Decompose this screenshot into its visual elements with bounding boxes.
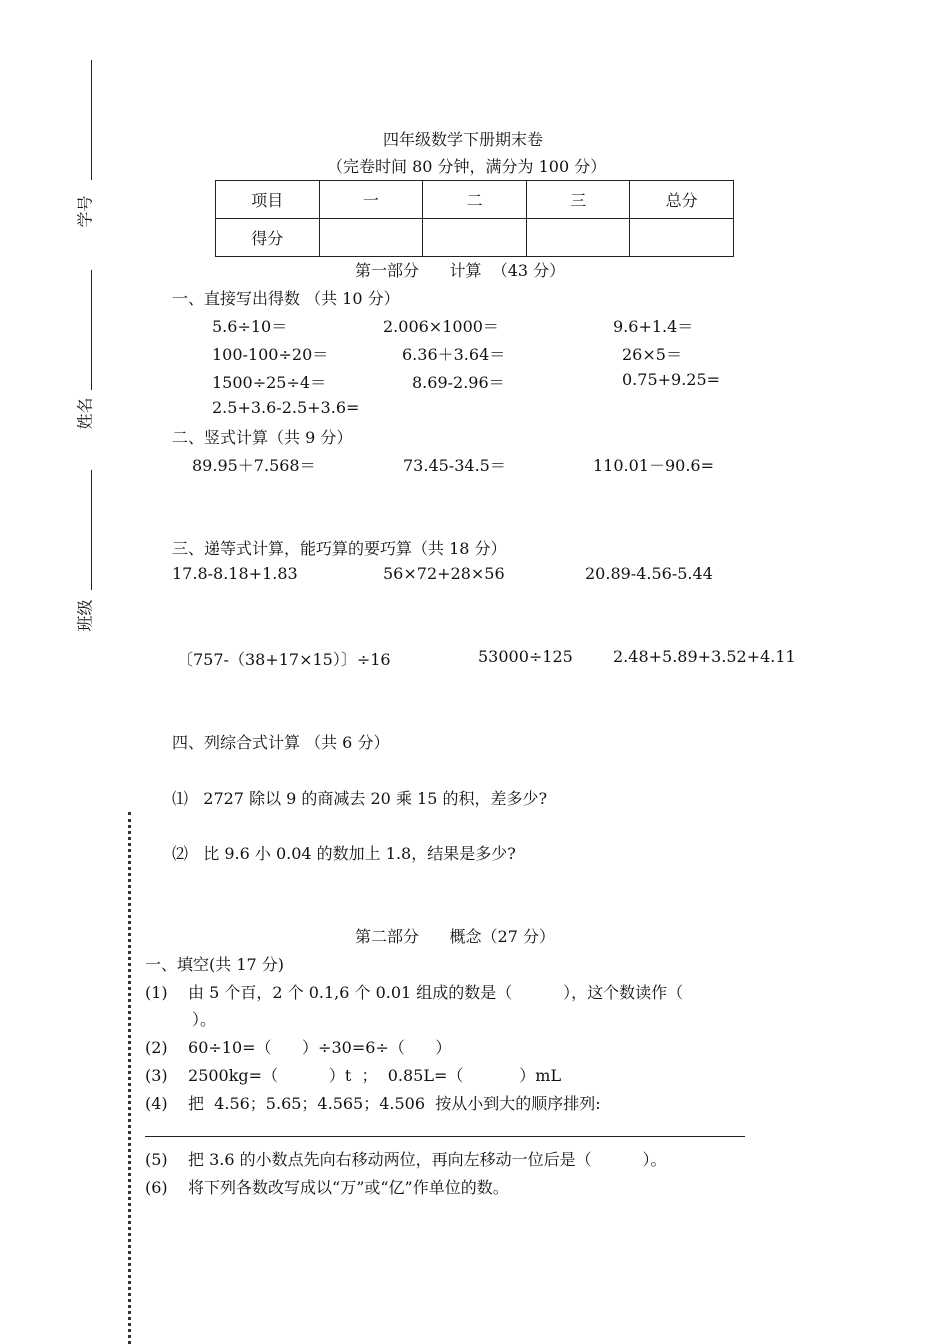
- fill-question-6: (6) 将下列各数改写成以“万”或“亿”作单位的数。: [145, 1178, 509, 1197]
- class-line: [91, 470, 92, 590]
- fill-question-5: (5) 把 3.6 的小数点先向右移动两位，再向左移动一位后是（ ）。: [145, 1150, 667, 1169]
- student-id-line: [91, 60, 92, 180]
- score-header-cell: 三: [526, 181, 630, 219]
- score-cell[interactable]: [526, 219, 630, 257]
- s1-item: 2.006×1000＝: [383, 317, 499, 336]
- class-label: 班级: [75, 599, 95, 632]
- section2-title: 二、竖式计算（共 9 分）: [172, 428, 353, 447]
- name-label: 姓名: [75, 397, 95, 430]
- fill-question-3: (3) 2500kg=（ ）t ； 0.85L=（ ）mL: [145, 1066, 562, 1085]
- s3-item: 56×72+28×56: [383, 564, 505, 583]
- part2-title: 第二部分 概念（27 分）: [355, 927, 555, 946]
- s3-item: 17.8-8.18+1.83: [172, 564, 298, 583]
- score-table: [215, 180, 734, 257]
- section4-title: 四、列综合式计算 （共 6 分）: [172, 733, 390, 752]
- score-header-cell: 一: [319, 181, 423, 219]
- score-header-cell: 总分: [630, 181, 734, 219]
- s2-item: 89.95＋7.568＝: [192, 456, 316, 475]
- s4-question-1: ⑴ 2727 除以 9 的商减去 20 乘 15 的积，差多少?: [172, 789, 548, 808]
- part1-title: 第一部分 计算 （43 分）: [355, 261, 566, 280]
- s3-item: 〔757-（38+17×15）〕÷16: [177, 650, 391, 669]
- s1-item: 26×5＝: [622, 345, 682, 364]
- s1-item: 1500÷25÷4＝: [212, 373, 327, 392]
- score-header-cell: 二: [423, 181, 527, 219]
- s1-item: 100-100÷20＝: [212, 345, 329, 364]
- fill-question-2: (2) 60÷10=（ ）÷30=6÷（ ）: [145, 1038, 452, 1057]
- answer-line[interactable]: [145, 1136, 745, 1137]
- name-line: [91, 270, 92, 390]
- section1-title: 一、直接写出得数 （共 10 分）: [172, 289, 400, 308]
- s2-item: 110.01－90.6=: [593, 456, 715, 475]
- s1-item: 5.6÷10＝: [212, 317, 288, 336]
- exam-subtitle: （完卷时间 80 分钟，满分为 100 分）: [327, 157, 607, 176]
- score-header-cell: 项目: [216, 181, 320, 219]
- p2-section1-title: 一、填空(共 17 分): [145, 955, 285, 974]
- s1-item: 2.5+3.6-2.5+3.6=: [212, 398, 360, 417]
- s1-item: 6.36＋3.64＝: [402, 345, 506, 364]
- s2-item: 73.45-34.5＝: [403, 456, 506, 475]
- exam-title: 四年级数学下册期末卷: [383, 130, 544, 149]
- section3-title: 三、递等式计算，能巧算的要巧算（共 18 分）: [172, 539, 507, 558]
- fill-question-1: (1) 由 5 个百，2 个 0.1,6 个 0.01 组成的数是（ ），这个数读作（: [145, 983, 684, 1002]
- score-cell[interactable]: [630, 219, 734, 257]
- s3-item: 53000÷125: [478, 647, 573, 666]
- score-cell[interactable]: [423, 219, 527, 257]
- s1-item: 0.75+9.25=: [622, 370, 721, 389]
- s1-item: 9.6+1.4＝: [613, 317, 694, 336]
- cut-line: [128, 812, 131, 1344]
- s4-question-2: ⑵ 比 9.6 小 0.04 的数加上 1.8，结果是多少?: [172, 844, 516, 863]
- fill-question-1-cont: ）。: [192, 1010, 217, 1029]
- student-id-label: 学号: [75, 195, 95, 228]
- s3-item: 20.89-4.56-5.44: [585, 564, 713, 583]
- s3-item: 2.48+5.89+3.52+4.11: [613, 647, 796, 666]
- score-row-label: 得分: [216, 219, 320, 257]
- score-cell[interactable]: [319, 219, 423, 257]
- fill-question-4: (4) 把 4.56；5.65；4.565；4.506 按从小到大的顺序排列:: [145, 1094, 601, 1113]
- s1-item: 8.69-2.96＝: [412, 373, 505, 392]
